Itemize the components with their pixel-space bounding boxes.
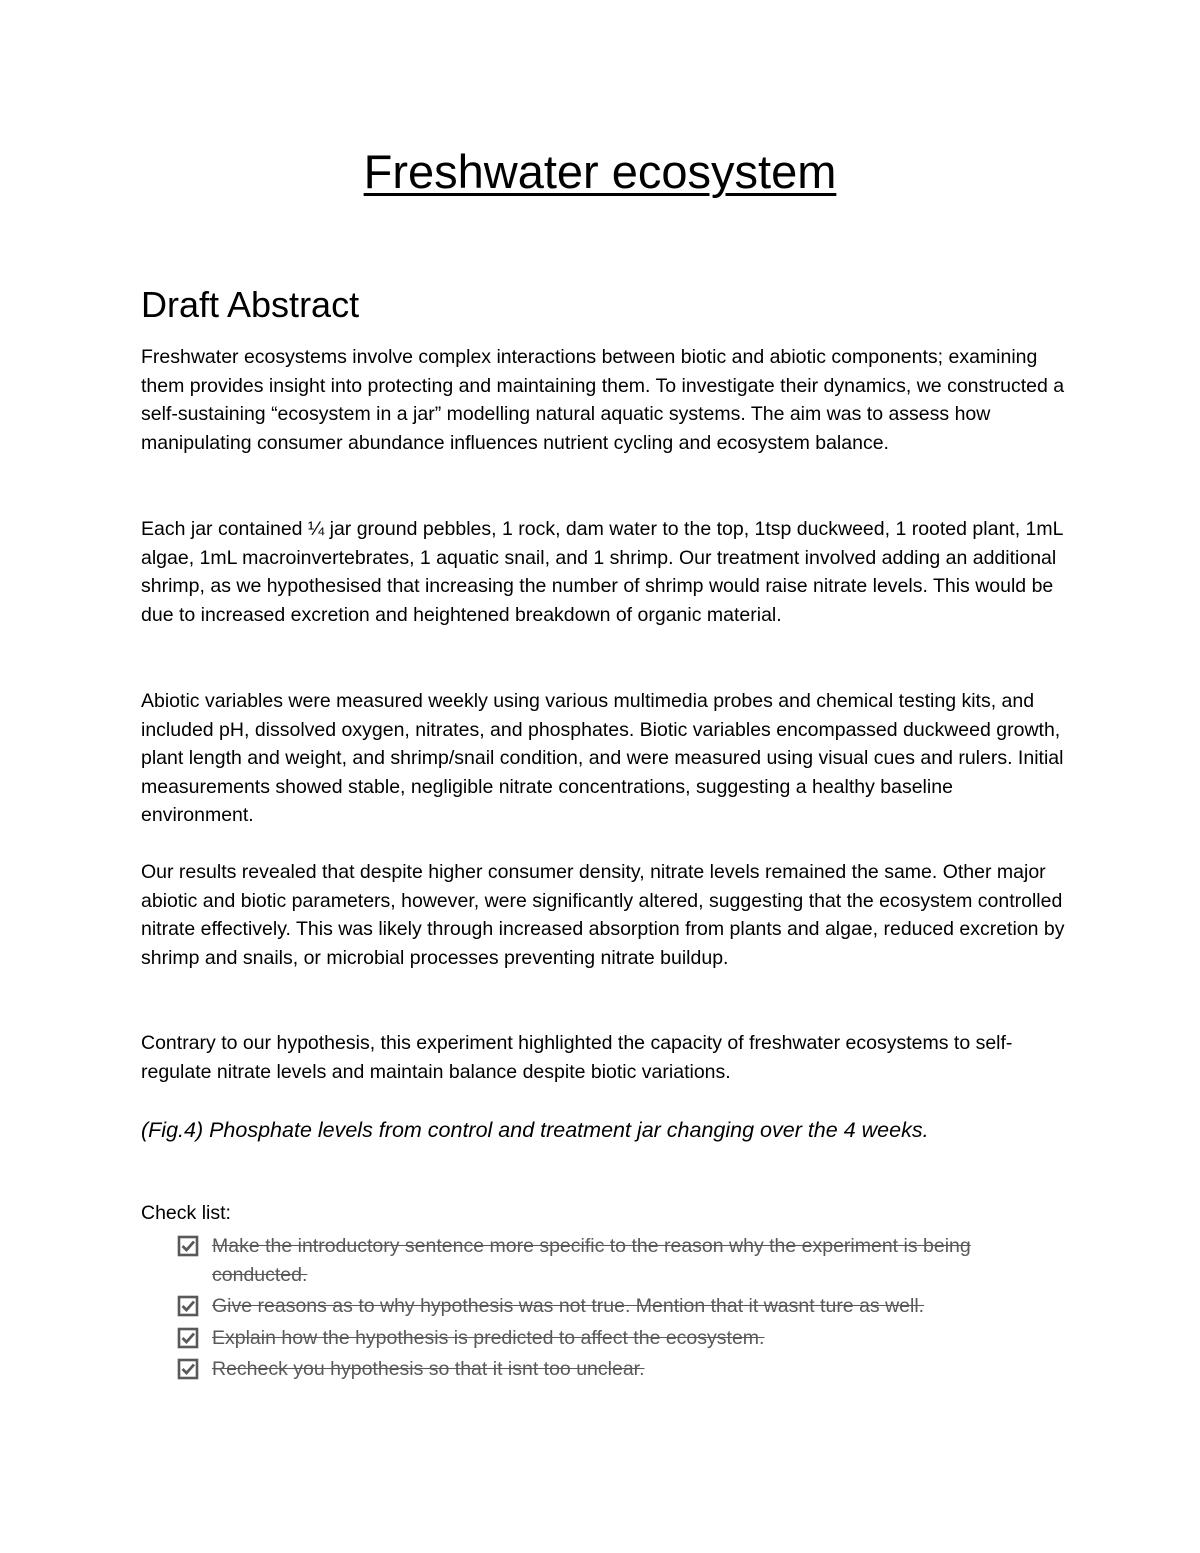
- checklist-label: Check list:: [141, 1202, 231, 1224]
- abstract-paragraph-4: Our results revealed that despite higher consumer density, nitrate levels remained the same. Other major abiotic and biotic parameters, however, were significantly altered, suggesting that the ecosystem controlled nitrate effectively. This was likely through increased absorption from plants and algae, reduced excretion by shrimp and snails, or microbial processes preventing nitrate buildup.: [141, 861, 1065, 969]
- checklist-item[interactable]: [177, 1232, 1057, 1289]
- document-title: Freshwater ecosystem: [363, 145, 837, 198]
- checklist-item[interactable]: [177, 1292, 1057, 1321]
- checklist-item[interactable]: [177, 1324, 1057, 1353]
- abstract-paragraph-3: Abiotic variables were measured weekly using various multimedia probes and chemical testing kits, and included pH, dissolved oxygen, nitrates, and phosphates. Biotic variables encompassed duckweed growth, plant length and weight, and shrimp/snail condition, and were measured using visual cues and rulers. Initial measurements showed stable, negligible nitrate concentrations, suggesting a healthy baseline environment.: [141, 690, 1064, 827]
- abstract-paragraph-2: Each jar contained ¼ jar ground pebbles, 1 rock, dam water to the top, 1tsp duckweed, 1 rooted plant, 1mL algae, 1mL macroinvertebrates, 1 aquatic snail, and 1 shrimp. Our treatment involved adding an additional shrimp, as we hypothesised that increasing the number of shrimp would raise nitrate levels. This would be due to increased excretion and heightened breakdown of organic material.: [141, 518, 1063, 626]
- checklist-item-text: Make the introductory sentence more specific to the reason why the experiment is being conducted.: [212, 1235, 971, 1286]
- checked-checkbox-icon[interactable]: [177, 1235, 199, 1257]
- checklist-item-text: Explain how the hypothesis is predicted to affect the ecosystem.: [212, 1326, 765, 1349]
- checklist-item-text: Give reasons as to why hypothesis was not true. Mention that it wasnt ture as well.: [212, 1295, 925, 1318]
- checked-checkbox-icon[interactable]: [177, 1358, 199, 1380]
- checklist-item-text: Recheck you hypothesis so that it isnt too unclear.: [212, 1358, 645, 1381]
- abstract-paragraph-1: Freshwater ecosystems involve complex interactions between biotic and abiotic components; examining them provides insight into protecting and maintaining them. To investigate their dynamics, we constructed a self-sustaining “ecosystem in a jar” modelling natural aquatic systems. The aim was to assess how manipulating consumer abundance influences nutrient cycling and ecosystem balance.: [141, 346, 1065, 454]
- checked-checkbox-icon[interactable]: [177, 1295, 199, 1317]
- checklist-item[interactable]: [177, 1355, 1057, 1384]
- figure-caption: (Fig.4) Phosphate levels from control and treatment jar changing over the 4 weeks.: [141, 1118, 929, 1142]
- abstract-paragraph-5: Contrary to our hypothesis, this experiment highlighted the capacity of freshwater ecosystems to self-regulate nitrate levels and maintain balance despite biotic variations.: [141, 1032, 1013, 1083]
- section-heading: Draft Abstract: [141, 284, 360, 325]
- checked-checkbox-icon[interactable]: [177, 1327, 199, 1349]
- checklist: [177, 1232, 1057, 1387]
